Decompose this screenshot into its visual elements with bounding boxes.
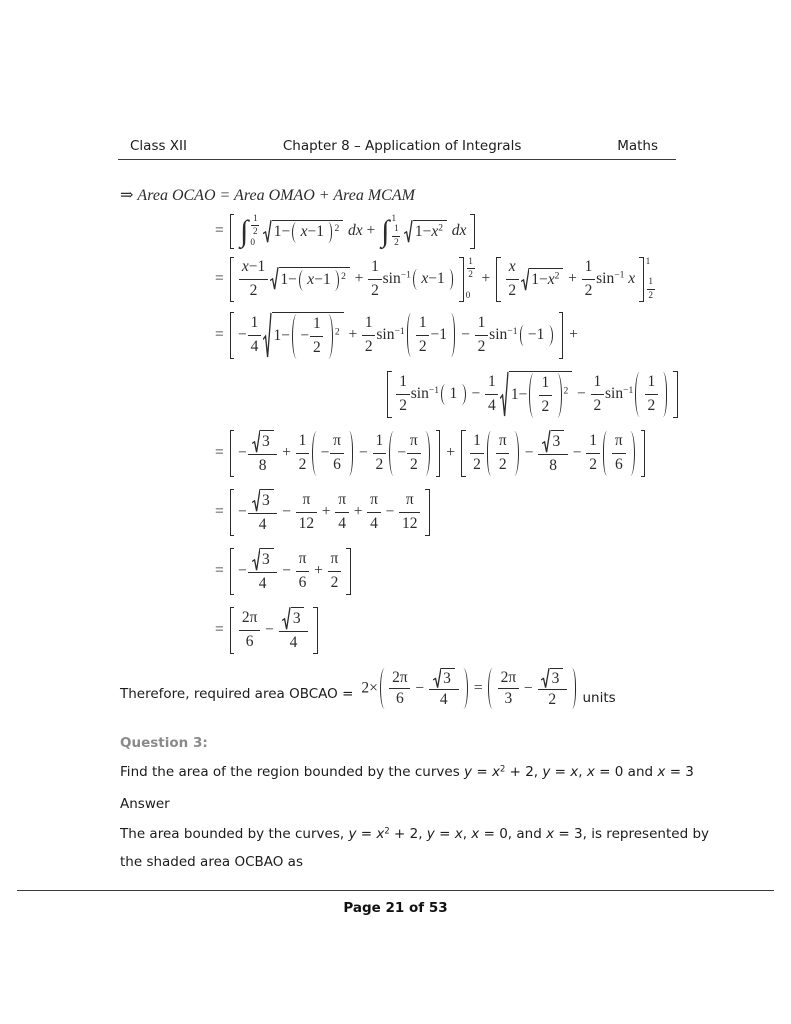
page-header	[130, 138, 658, 154]
header-divider	[118, 159, 676, 160]
question-heading: Question 3:	[120, 735, 208, 752]
footer-divider	[17, 890, 774, 891]
page-number: Page 21 of 53	[343, 900, 448, 916]
question-3-section	[120, 735, 731, 873]
conclusion-row	[120, 668, 791, 709]
page-footer	[0, 890, 791, 916]
question-prompt: Find the area of the region bounded by the curves $y = x^2 + 2$, y = x, x = 0 and x = 3	[120, 763, 694, 781]
derivation-line-8: = − $\frac{3}{4}$ − $\frac{\pi}{6}$ + $\frac{\pi}{2}$	[215, 548, 791, 595]
answer-body-line-1: The area bounded by the curves, $y = x^2 + 2$, y = x, x = 0, and x = 3, is represented by	[120, 825, 710, 843]
implies-symbol: ⇒	[120, 187, 138, 204]
answer-body-line-2: the shaded area OCBAO as	[120, 854, 303, 871]
derivation-line-3: = $\frac{x-1}{2}$ 1− x−1 $^2$ + $\frac{1}{2}$ $\sin^{-1}$ x−1 $\frac{1}{2}$ 0 + $\frac{x}{2}$ $1-x^2$ + $\frac{1}{2}$ $\sin^{-1} x$ 1 $\frac{1}{2}$	[215, 256, 653, 301]
derivation-line-6: = − $\frac{3}{8}$ + $\frac{1}{2}$ − $\frac{\pi}{6}$ − $\frac{1}{2}$ − $\frac{\pi}{2}$ + $\frac{1}{2}$ $\frac{\pi}{2}$ − $\frac{3}{8}$ − $\frac{1}{2}$ $\frac{\pi}{6}$	[215, 430, 791, 477]
header-class-label: Class XII	[130, 138, 188, 154]
derivation-line-7: = − $\frac{3}{4}$ − $\frac{\pi}{12}$ + $\frac{\pi}{4}$ + $\frac{\pi}{4}$ − $\frac{\pi}{12}$	[215, 489, 791, 536]
answer-label: Answer	[120, 796, 170, 813]
conclusion-math: 2× $\frac{2\pi}{6}$ − $\frac{3}{4}$ = $\frac{2\pi}{3}$ − $\frac{3}{2}$	[361, 668, 578, 709]
derivation-line-9: = $\frac{2\pi}{6}$ − $\frac{3}{4}$	[215, 607, 791, 654]
derivation-line-1	[120, 185, 791, 207]
derivation-line-4: = − $\frac{1}{4}$ 1− − $\frac{1}{2}$ $^2$ + $\frac{1}{2}$ $\sin^{-1}$ $\frac{1}{2}$ −1 − $\frac{1}{2}$ $\sin^{-1}$ −1 +	[215, 312, 791, 359]
derivation-line-5: $\frac{1}{2}$ $\sin^{-1}$ 1 − $\frac{1}{4}$ 1− $\frac{1}{2}$ $^2$ − $\frac{1}{2}$ $\sin^{-1}$ $\frac{1}{2}$	[385, 371, 791, 418]
header-chapter-title: Chapter 8 – Application of Integrals	[282, 138, 522, 154]
header-subject-label: Maths	[617, 138, 658, 154]
derivation-line-2: = ∫ $\frac{1}{2}$ 0 1− x−1 $^2$ dx + ∫ 1 $\frac{1}{2}$ $1-x^2$ dx	[215, 214, 791, 249]
conclusion-text: Therefore, required area OBCAO =	[120, 686, 354, 703]
derivation-line-1-math: Area OCAO = Area OMAO + Area MCAM	[137, 187, 415, 204]
conclusion-units: units	[582, 690, 616, 707]
